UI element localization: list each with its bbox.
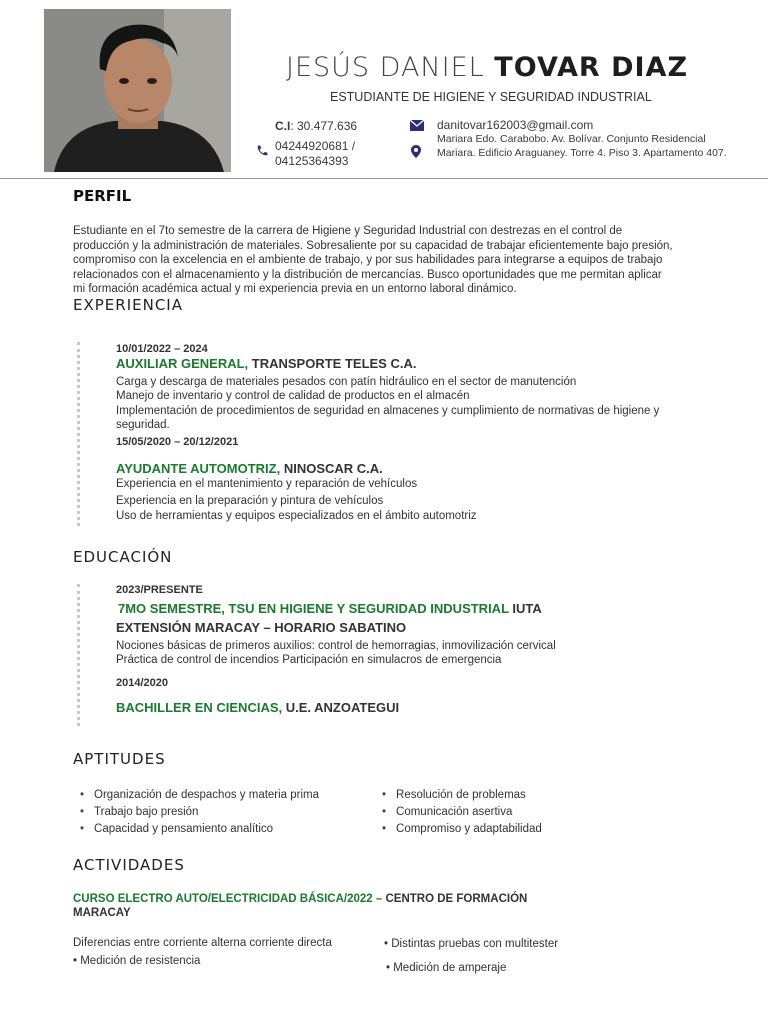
job-subtitle: ESTUDIANTE DE HIGIENE Y SEGURIDAD INDUSTRIAL bbox=[330, 90, 652, 104]
edu-institution: IUTA bbox=[508, 601, 542, 616]
perfil-line: mi formación académica actual y mi experiencia previa en un entorno laboral dinámico. bbox=[73, 283, 517, 296]
job-description bbox=[116, 477, 696, 523]
phone-2: 04125364393 bbox=[275, 154, 349, 168]
course-institution: CENTRO DE FORMACIÓN bbox=[385, 893, 528, 905]
aptitudes-list-right bbox=[382, 787, 542, 838]
aptitudes-list-left bbox=[80, 787, 319, 838]
edu-detail: Práctica de control de incendios Participación en simulacros de emergencia bbox=[116, 654, 502, 667]
edu-title: BACHILLER EN CIENCIAS, bbox=[116, 700, 283, 715]
job-date: 10/01/2022 – 2024 bbox=[116, 343, 208, 355]
job-title: AUXILIAR GENERAL, bbox=[116, 356, 249, 371]
address-line-2: Mariara. Edificio Araguaney. Torre 4. Piso 3. Apartamento 407. bbox=[437, 147, 727, 159]
address-line-1: Mariara Edo. Carabobo. Av. Bolívar. Conjunto Residencial bbox=[437, 133, 706, 145]
job-duty: Implementación de procedimientos de seguridad en almacenes y cumplimiento de normativas de higiene y bbox=[116, 404, 660, 417]
perfil-line: relacionados con el almacenamiento y la distribución de mercancías. Busco oportunidades que me permitan aplicar bbox=[73, 268, 662, 281]
edu-institution: U.E. ANZOATEGUI bbox=[282, 700, 400, 715]
edu-institution-detail: EXTENSIÓN MARACAY – HORARIO SABATINO bbox=[116, 620, 407, 635]
job-company: NINOSCAR C.A. bbox=[280, 461, 383, 476]
experiencia-heading: EXPERIENCIA bbox=[73, 296, 183, 314]
perfil-line: producción y la administración de materiales. Sobresaliente por su capacidad de trabajar eficientemente bajo presión, bbox=[73, 239, 673, 252]
perfil-line: Estudiante en el 7to semestre de la carrera de Higiene y Seguridad Industrial con destrezas en el control de bbox=[73, 225, 623, 237]
perfil-heading: PERFIL bbox=[73, 187, 132, 205]
job-duty: Uso de herramientas y equipos especializados en el ámbito automotriz bbox=[116, 509, 477, 522]
first-name: JESÚS DANIEL bbox=[286, 52, 485, 83]
id-value: : 30.477.636 bbox=[290, 119, 358, 133]
edu-description bbox=[116, 639, 696, 668]
profile-photo bbox=[44, 9, 231, 172]
course-topic: • Distintas pruebas con multitester bbox=[384, 938, 559, 950]
job-date: 15/05/2020 – 20/12/2021 bbox=[116, 436, 239, 448]
location-pin-icon bbox=[411, 145, 421, 163]
aptitude-item: • Trabajo bajo presión bbox=[80, 804, 319, 821]
job-duty: Manejo de inventario y control de calidad de productos en el almacén bbox=[116, 390, 470, 403]
job-company: TRANSPORTE TELES C.A. bbox=[248, 356, 417, 371]
aptitude-item: • Compromiso y adaptabilidad bbox=[382, 821, 542, 838]
educacion-heading: EDUCACIÓN bbox=[73, 548, 173, 566]
edu-date: 2014/2020 bbox=[116, 677, 168, 689]
job-description bbox=[116, 375, 696, 433]
email-address: danitovar162003@gmail.com bbox=[437, 118, 594, 132]
course-topic: • Medición de resistencia bbox=[73, 955, 201, 967]
job-title: AYUDANTE AUTOMOTRIZ, bbox=[116, 461, 281, 476]
aptitude-item: • Comunicación asertiva bbox=[382, 804, 542, 821]
course-topic: Diferencias entre corriente alterna corriente directa bbox=[73, 937, 332, 949]
perfil-line: compromiso con la excelencia en el ambiente de trabajo, y por sus habilidades para integrarse a equipos de trabajo bbox=[73, 254, 663, 267]
full-name bbox=[286, 52, 688, 83]
header-divider bbox=[0, 178, 768, 179]
job-duty: Carga y descarga de materiales pesados con patín hidráulico en el sector de manutención bbox=[116, 376, 577, 388]
job-duty: Experiencia en el mantenimiento y reparación de vehículos bbox=[116, 478, 418, 490]
course-topic: • Medición de amperaje bbox=[386, 962, 507, 974]
course-institution-city: MARACAY bbox=[73, 907, 131, 919]
job-duty: Experiencia en la preparación y pintura de vehículos bbox=[116, 495, 384, 508]
aptitude-item: • Resolución de problemas bbox=[382, 787, 542, 804]
experiencia-timeline bbox=[77, 342, 80, 526]
phone-icon bbox=[256, 144, 269, 162]
phone-numbers bbox=[275, 139, 355, 169]
actividades-heading: ACTIVIDADES bbox=[73, 856, 185, 874]
edu-detail: Nociones básicas de primeros auxilios: control de hemorragias, inmovilización cervical bbox=[116, 640, 556, 652]
aptitudes-heading: APTITUDES bbox=[73, 750, 166, 768]
course-title: CURSO ELECTRO AUTO/ELECTRICIDAD BÁSICA/2022 bbox=[73, 893, 373, 905]
course-separator: – bbox=[372, 893, 386, 905]
edu-heading bbox=[116, 699, 399, 717]
edu-date: 2023/PRESENTE bbox=[116, 584, 203, 596]
aptitude-item: • Organización de despachos y materia prima bbox=[80, 787, 319, 804]
edu-heading bbox=[118, 600, 542, 618]
job-heading bbox=[116, 460, 383, 478]
aptitude-item: • Capacidad y pensamiento analítico bbox=[80, 821, 319, 838]
home-address bbox=[437, 132, 747, 160]
last-name: TOVAR DIAZ bbox=[494, 52, 689, 83]
course-heading bbox=[73, 889, 527, 907]
perfil-summary bbox=[73, 224, 693, 297]
job-heading bbox=[116, 355, 416, 373]
phone-1: 04244920681 / bbox=[275, 139, 356, 153]
edu-title: 7MO SEMESTRE, TSU EN HIGIENE Y SEGURIDAD INDUSTRIAL bbox=[118, 601, 509, 616]
job-duty: seguridad. bbox=[116, 419, 170, 432]
id-label: C.I bbox=[275, 119, 291, 133]
mail-icon bbox=[410, 118, 424, 136]
id-number bbox=[275, 119, 357, 133]
educacion-timeline bbox=[77, 584, 80, 726]
